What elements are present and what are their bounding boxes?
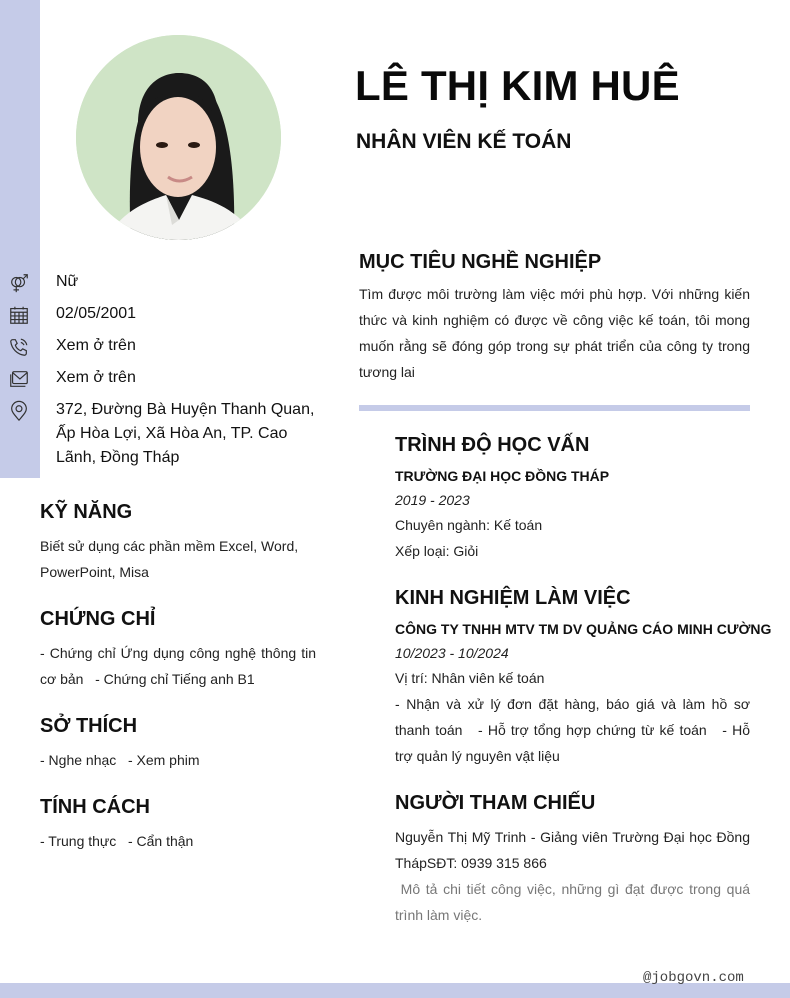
section-divider (359, 405, 750, 411)
hobbies-text: - Nghe nhạc - Xem phim (40, 752, 200, 768)
candidate-name: LÊ THỊ KIM HUÊ (355, 62, 680, 109)
education-period: 2019 - 2023 (395, 492, 470, 508)
experience-duties: - Nhận và xử lý đơn đặt hàng, báo giá và làm hồ sơ thanh toán - Hỗ trợ tổng hợp chứng từ kế toán - Hỗ trợ quản lý nguyên vật liệu (395, 696, 754, 764)
profile-photo (76, 35, 281, 240)
objective-text: Tìm được môi trường làm việc mới phù hợp. Với những kiến thức và kinh nghiệm có được về công việc kế toán, tôi mong muốn rằng sẽ đóng góp trong sự phát triển của công ty trong tương lai (359, 286, 750, 380)
personality-text: - Trung thực - Cẩn thận (40, 833, 194, 849)
location-pin-icon (8, 400, 30, 422)
education-school: TRƯỜNG ĐẠI HỌC ĐỒNG THÁP (395, 468, 610, 484)
hobbies-title: SỞ THÍCH (40, 715, 138, 737)
experience-title: KINH NGHIỆM LÀM VIỆC (395, 587, 631, 609)
references-note: Mô tả chi tiết công việc, những gì đạt được trong quá trình làm việc. (395, 881, 754, 923)
job-title: NHÂN VIÊN KẾ TOÁN (356, 130, 572, 153)
education-major: Chuyên ngành: Kế toán (395, 517, 543, 533)
skills-title: KỸ NĂNG (40, 501, 133, 523)
phone-icon (8, 336, 30, 358)
calendar-icon (8, 304, 30, 326)
education-grade: Xếp loại: Giỏi (395, 543, 479, 559)
contact-email: Xem ở trên (56, 369, 136, 386)
contact-birthdate: 02/05/2001 (56, 305, 137, 322)
personality-title: TÍNH CÁCH (40, 796, 150, 818)
certificates-text: - Chứng chỉ Ứng dụng công nghệ thông tin cơ bản - Chứng chỉ Tiếng anh B1 (40, 645, 320, 687)
objective-title: MỤC TIÊU NGHỀ NGHIỆP (359, 251, 602, 273)
references-title: NGƯỜI THAM CHIẾU (395, 792, 596, 814)
skills-text: Biết sử dụng các phần mềm Excel, Word, PowerPoint, Misa (40, 538, 299, 580)
contact-phone: Xem ở trên (56, 337, 136, 354)
avatar (76, 35, 281, 240)
experience-company: CÔNG TY TNHH MTV TM DV QUẢNG CÁO MINH CƯỜNG (395, 621, 772, 637)
contact-gender: Nữ (56, 273, 79, 290)
experience-position: Vị trí: Nhân viên kế toán (395, 670, 545, 686)
contact-address: 372, Đường Bà Huyện Thanh Quan, Ấp Hòa Lợi, Xã Hòa An, TP. Cao Lãnh, Đồng Tháp (56, 401, 315, 466)
references-text: Nguyễn Thị Mỹ Trinh - Giảng viên Trường Đại học Đồng ThápSĐT: 0939 315 866 (395, 829, 750, 871)
gender-icon (8, 272, 30, 294)
education-title: TRÌNH ĐỘ HỌC VẤN (395, 434, 590, 456)
certificates-title: CHỨNG CHỈ (40, 608, 156, 630)
experience-period: 10/2023 - 10/2024 (395, 645, 509, 661)
email-icon (8, 368, 30, 390)
watermark: @jobgovn.com (643, 970, 744, 986)
